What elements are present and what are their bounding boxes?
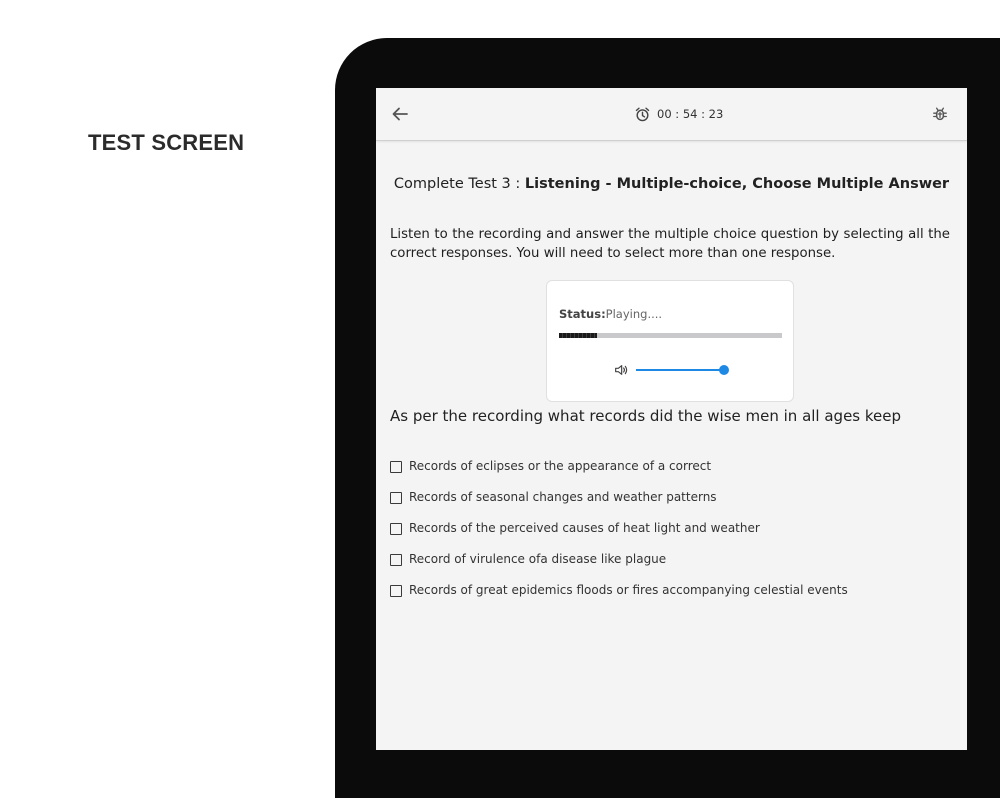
status-label: Status:: [559, 307, 606, 321]
answer-option[interactable]: [390, 450, 960, 481]
answer-options: [390, 450, 960, 605]
app-screen: [376, 88, 967, 750]
answer-option[interactable]: [390, 574, 960, 605]
speaker-icon: [613, 362, 629, 378]
option-checkbox[interactable]: [390, 461, 402, 473]
answer-option[interactable]: [390, 481, 960, 512]
bug-icon: [930, 104, 950, 124]
option-checkbox[interactable]: [390, 523, 402, 535]
arrow-left-icon: [388, 102, 412, 126]
option-checkbox[interactable]: [390, 554, 402, 566]
answer-option[interactable]: [390, 543, 960, 574]
player-status: [559, 307, 662, 321]
playback-progress-fill: [559, 333, 597, 338]
question-text: As per the recording what records did the wise men in all ages keep: [390, 407, 902, 425]
test-title: [376, 176, 967, 192]
option-label: Record of virulence ofa disease like plague: [409, 551, 667, 566]
option-checkbox[interactable]: [390, 492, 402, 504]
volume-slider[interactable]: [636, 369, 724, 371]
audio-player: [546, 280, 794, 402]
volume-slider-fill: [636, 369, 724, 371]
option-label: Records of seasonal changes and weather patterns: [409, 489, 717, 504]
option-label: Records of eclipses or the appearance of a correct: [409, 458, 712, 473]
volume-button[interactable]: [613, 362, 629, 378]
option-label: Records of the perceived causes of heat light and weather: [409, 520, 760, 535]
back-button[interactable]: [388, 102, 412, 126]
answer-option[interactable]: [390, 512, 960, 543]
status-value: Playing....: [605, 307, 663, 321]
test-section: Listening - Multiple-choice, Choose Multiple Answer: [524, 176, 950, 192]
timer: [634, 104, 723, 124]
option-label: Records of great epidemics floods or fires accompanying celestial events: [409, 582, 848, 597]
instructions-text: Listen to the recording and answer the multiple choice question by selecting all the correct responses. You will need to select more than one response.: [390, 227, 950, 261]
alarm-clock-icon: [634, 106, 651, 123]
test-title-prefix: Complete Test 3 :: [393, 176, 521, 192]
playback-progress-bar[interactable]: [559, 333, 782, 338]
option-checkbox[interactable]: [390, 585, 402, 597]
volume-slider-handle[interactable]: [719, 365, 729, 375]
timer-value: 00 : 54 : 23: [657, 107, 724, 121]
page-caption: TEST SCREEN: [88, 130, 245, 155]
app-bar: [376, 88, 967, 141]
report-bug-button[interactable]: [930, 104, 950, 124]
